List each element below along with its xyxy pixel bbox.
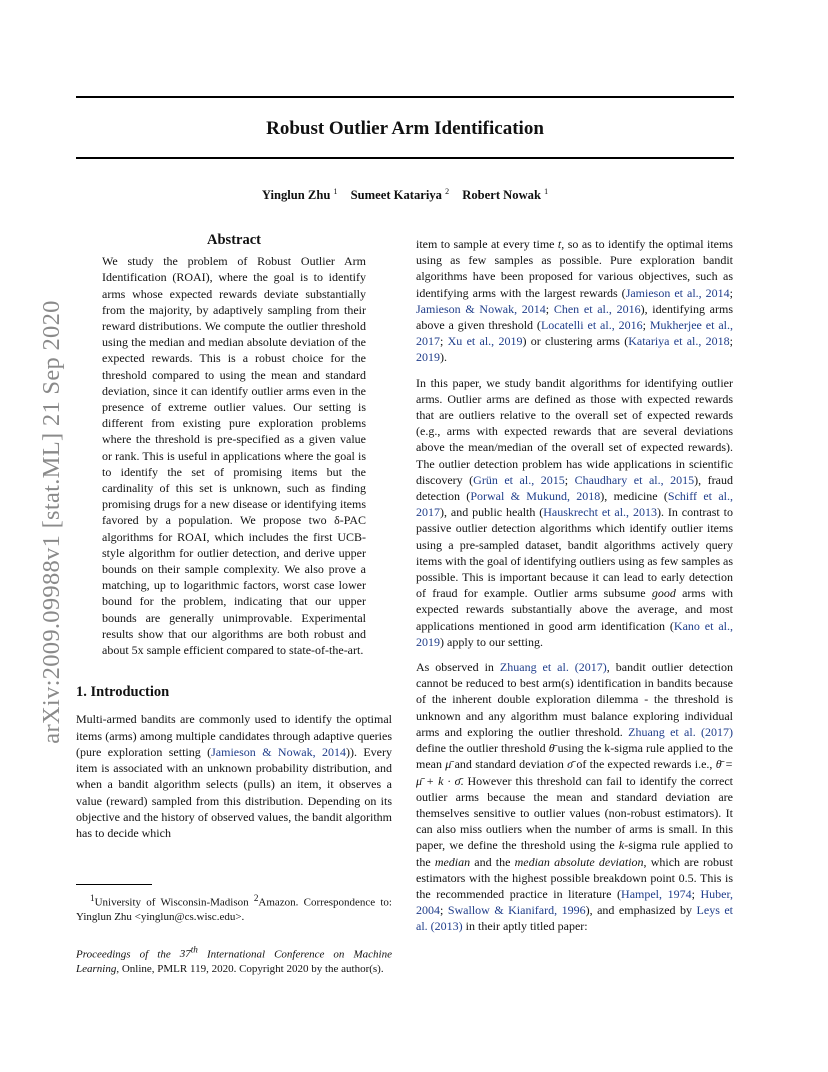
citation-link[interactable]: Hauskrecht et al., 2013	[543, 505, 657, 520]
text-run: define the outlier threshold	[416, 741, 549, 756]
text-run: in their aptly titled paper:	[462, 919, 588, 934]
citation-link[interactable]: Chen et al., 2016	[553, 301, 641, 316]
text-run: , bandit outlier detection cannot be reduced to best arm(s) identification in bandits because of the inherent double exploration dilemma - the threshold is unknown and any algorithm must balance exploring individual arms and exploring the outlier threshold.	[416, 660, 733, 739]
right-column	[416, 236, 733, 944]
text-run: As observed in	[416, 660, 500, 675]
proceedings-note	[76, 943, 392, 977]
text-run: Proceedings of the	[76, 948, 180, 961]
introduction-heading: 1. Introduction	[76, 684, 170, 701]
author-affiliation-mark: 1	[333, 187, 338, 196]
citation-link[interactable]: Grün et al., 2015	[473, 472, 565, 487]
ordinal-suffix: th	[190, 944, 198, 955]
text-run: ;	[642, 318, 650, 333]
author-affiliation-mark: 1	[544, 187, 549, 196]
text-run: of the expected rewards i.e.,	[573, 757, 716, 772]
math-symbol: θ̄	[548, 741, 555, 756]
text-run: ), and emphasized by	[585, 903, 697, 918]
paper-title: Robust Outlier Arm Identification	[266, 118, 544, 139]
body-paragraph	[416, 236, 733, 366]
intro-paragraph	[76, 711, 392, 841]
math-formula: θ̄ = μ̄ + k · σ̄	[416, 757, 733, 788]
emphasis: median absolute deviation	[514, 854, 644, 869]
body-paragraph	[416, 659, 733, 934]
abstract-heading: Abstract	[207, 232, 261, 248]
text-run: ;	[545, 301, 554, 316]
author-name: Sumeet Katariya	[350, 188, 442, 203]
text-run: Amazon. Correspondence to: Yinglun Zhu <yinglun@cs.wisc.edu>.	[76, 896, 392, 924]
citation-link[interactable]: Mukherjee et al., 2017	[416, 318, 734, 349]
text-run: 37	[179, 948, 191, 961]
citation-link[interactable]: Leys et al. (2013)	[416, 903, 734, 934]
text-run: ), medicine (	[600, 489, 668, 504]
body-paragraph	[416, 375, 733, 650]
citation-link[interactable]: Chaudhary et al., 2015	[574, 472, 695, 487]
citation-link[interactable]: Porwal & Mukund, 2018	[470, 489, 601, 504]
citation-link[interactable]: Xu et al., 2019	[447, 334, 523, 349]
citation-link[interactable]: Katariya et al., 2018	[628, 334, 730, 349]
footnote-mark: 1	[90, 893, 95, 903]
text-run: ;	[564, 472, 575, 487]
text-run: item to sample at every time	[416, 237, 558, 251]
author	[351, 188, 449, 202]
citation-link[interactable]: Huber, 2004	[416, 886, 733, 918]
math-symbol: k	[618, 838, 625, 853]
text-run: , Online, PMLR 119, 2020. Copyright 2020 by the author(s).	[116, 962, 384, 975]
citation-link[interactable]: 2019	[416, 350, 440, 365]
abstract-text: We study the problem of Robust Outlier Arm Identification (ROAI), where the goal is to identify arms whose expected rewards deviate substantially from the majority, by adaptively sampling from their reward distributions. We compute the outlier threshold using the median and median absolute deviation of the expected rewards. This is a robust choice for the threshold compared to using the mean and standard deviation, since it can identify outlier arms even in the presence of extreme outlier values. Our setting is different from existing pure exploration problems where the threshold is pre-specified as a given value or rank. This is useful in applications where the goal is to identify the set of promising items but the cardinality of this set is unknown, such as finding promising drugs for a new disease or identifying items favored by a population. We propose two δ-PAC algorithms for ROAI, which includes the first UCB-style algorithm for outlier detection, and derive upper bounds on their sample complexity. We also prove a matching, up to logarithmic factors, worst case lower bound for the problem, indicating that our upper bounds are generally unimprovable. Experimental results show that our algorithms are both robust and about 5x sample efficient compared to state-of-the-art.	[102, 254, 366, 658]
text-run: using the k-sigma rule applied to the mean	[416, 741, 733, 772]
text-run: )). Every item is associated with an unknown probability distribution, and when a bandit algorithm selects (pulls) an item, it observes a value (reward) sampled from this distribution. Depending on its objective and the history of observed values, the bandit algorithm has to decide which	[76, 744, 393, 840]
math-symbol: σ̄	[567, 757, 574, 772]
footnotes	[76, 884, 392, 976]
text-run: ;	[440, 334, 448, 349]
citation-link[interactable]: Jamieson & Nowak, 2014	[416, 301, 546, 316]
footnote-rule	[76, 884, 152, 885]
citation-link[interactable]: Zhuang et al. (2017)	[499, 660, 607, 675]
text-run: ), fraud detection (	[416, 472, 733, 504]
text-run: ). In contrast to passive outlier detection algorithms which identify outlier items using a pre-sampled dataset, bandit algorithms actively query items with the goal of identifying outliers using as few samples as possible. This is important because it can lead to early detection of fraud for example. Outlier arms subsume	[416, 505, 734, 601]
text-run: International Conference on Machine Learning	[76, 948, 392, 975]
title-rule-bottom	[76, 157, 734, 159]
text-run: ;	[691, 886, 701, 901]
citation-link[interactable]: Hampel, 1974	[621, 886, 692, 901]
citation-link[interactable]: Jamieson et al., 2014	[625, 285, 730, 300]
left-column	[76, 232, 392, 841]
text-run: arms with expected rewards substantially above the average, and most applications mentioned in good arm identification (	[416, 586, 733, 633]
text-run: ;	[440, 903, 448, 918]
emphasis: median	[434, 854, 471, 869]
citation-link[interactable]: Swallow & Kianifard, 1996	[447, 903, 586, 918]
text-run: ) or clustering arms (	[522, 334, 629, 349]
text-run: Multi-armed bandits are commonly used to identify the optimal items (arms) among multiple candidates through adaptive queries (pure exploration setting (	[76, 712, 392, 759]
author-affiliation-mark: 2	[445, 187, 450, 196]
citation-link[interactable]: Locatelli et al., 2016	[540, 318, 643, 333]
text-run: ).	[440, 350, 447, 365]
citation-link[interactable]: Kano et al., 2019	[416, 618, 734, 649]
citation-link[interactable]: Zhuang et al. (2017)	[628, 724, 734, 739]
text-run	[179, 944, 198, 961]
text-run: ) apply to our setting.	[440, 634, 543, 649]
author-name: Yinglun Zhu	[261, 188, 331, 203]
title-rule-top	[76, 96, 734, 98]
text-run: ), identifying arms above a given threshold (	[416, 301, 734, 333]
emphasis: good	[651, 586, 676, 601]
text-run: ;	[729, 334, 734, 349]
author-name: Robert Nowak	[462, 188, 541, 203]
author	[462, 188, 548, 202]
text-run: and the	[470, 854, 515, 869]
arxiv-side-stamp: arXiv:2009.09988v1 [stat.ML] 21 Sep 2020	[38, 300, 65, 744]
text-run: -sigma rule applied to the	[416, 838, 733, 869]
citation-link[interactable]: Jamieson & Nowak, 2014	[211, 744, 346, 759]
math-symbol: μ̄	[445, 757, 452, 772]
math-symbol: t	[557, 237, 562, 251]
text-run: University of Wisconsin-Madison	[94, 896, 254, 909]
author-list	[76, 187, 734, 203]
text-run: and standard deviation	[451, 757, 568, 772]
citation-link[interactable]: Schiff et al., 2017	[416, 489, 733, 520]
text-run: , so as to identify the optimal items using as few samples as possible. Pure exploration bandit algorithms have been proposed for various objectives, such as identifying arms with the largest rewards (	[416, 237, 733, 300]
author	[262, 188, 338, 202]
affiliation-footnote	[76, 891, 392, 925]
text-run: ;	[729, 285, 733, 300]
text-run: ), and public health (	[440, 505, 544, 520]
text-run: In this paper, we study bandit algorithms for identifying outlier arms. Outlier arms are defined as those with expected rewards that are outliers relative to the overall set of expected rewards (e.g., arms with expected rewards that are several deviations above the mean/median of the overall set of expected rewards). The outlier detection problem has wide applications in scientific discovery (	[416, 375, 733, 487]
text-run: , which are robust estimators with the highest possible breakdown point 0.5. This is the recommended practice in literature (	[416, 854, 733, 901]
footnote-mark: 2	[253, 893, 259, 903]
text-run: . However this threshold can fail to identify the correct outlier arms because the mean and standard deviation are themselves sensitive to outlier values (non-robust estimators). It can also miss outliers when the number of arms is small. In this paper, we define the threshold using the	[416, 773, 733, 853]
